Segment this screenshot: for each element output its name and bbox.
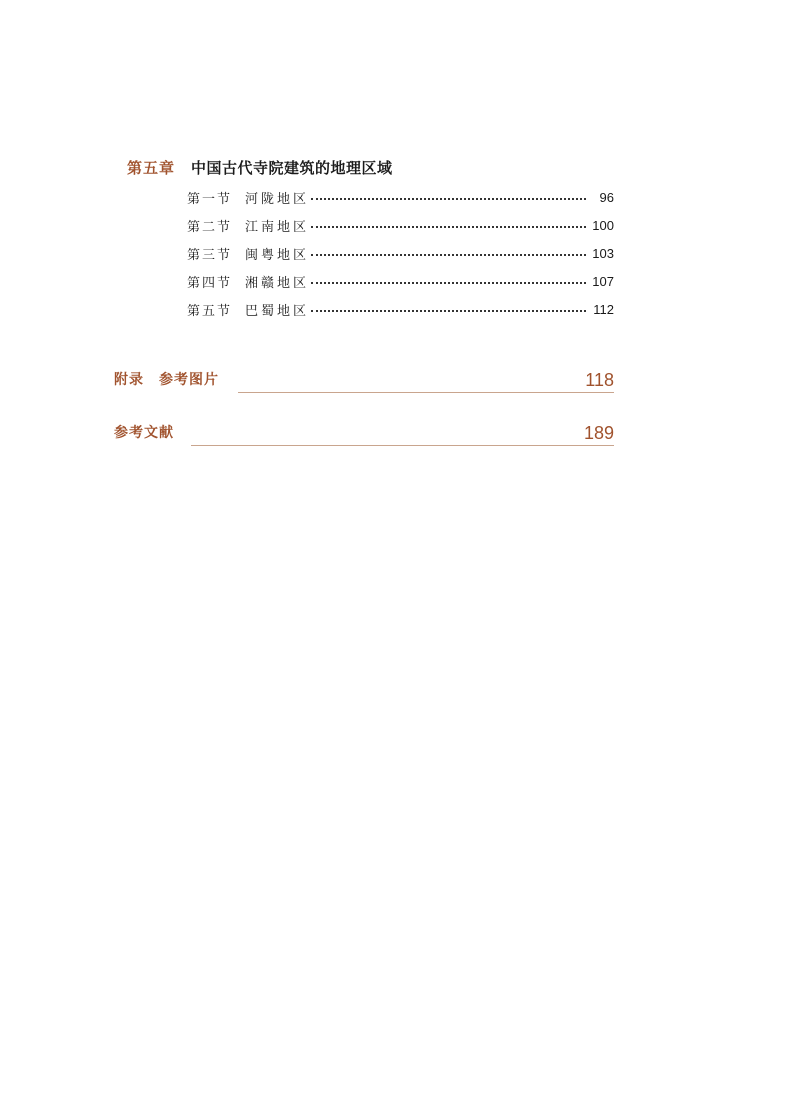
chapter-title[interactable]: 中国古代寺院建筑的地理区域 [191,158,393,177]
dot-leader [311,226,586,228]
section-title: 河陇地区 [245,191,310,207]
toc-entry[interactable] [187,239,614,267]
toc-entry[interactable] [187,295,614,323]
section-title: 巴蜀地区 [245,303,310,319]
toc-entry[interactable] [187,183,614,211]
section-title: 湘赣地区 [245,275,310,291]
references-rule [191,423,614,446]
section-number: 第三节 [187,247,233,263]
page-number: 107 [592,273,614,289]
page-number: 112 [593,301,614,317]
section-number: 第二节 [187,219,233,235]
page-number: 103 [592,245,614,261]
appendix-page-number: 118 [585,370,614,390]
references-label: 参考文献 [114,425,174,441]
appendix-label: 附录 参考图片 [114,372,219,388]
chapter-number: 第五章 [127,158,176,177]
appendix-rule [238,370,614,393]
toc-entry[interactable] [187,211,614,239]
appendix-entry[interactable] [114,369,614,393]
dot-leader [311,254,586,256]
section-number: 第四节 [187,275,233,291]
references-entry[interactable] [114,422,614,446]
references-page-number: 189 [583,423,614,443]
dot-leader [311,198,586,200]
chapter-heading [127,156,393,178]
dot-leader [311,310,586,312]
section-title: 江南地区 [245,219,310,235]
toc-entry[interactable] [187,267,614,295]
dot-leader [311,282,586,284]
page-number: 96 [599,189,614,205]
section-number: 第五节 [187,303,233,319]
section-list [187,183,614,323]
section-title: 闽粤地区 [245,247,310,263]
page-number: 100 [592,217,614,233]
section-number: 第一节 [187,191,233,207]
